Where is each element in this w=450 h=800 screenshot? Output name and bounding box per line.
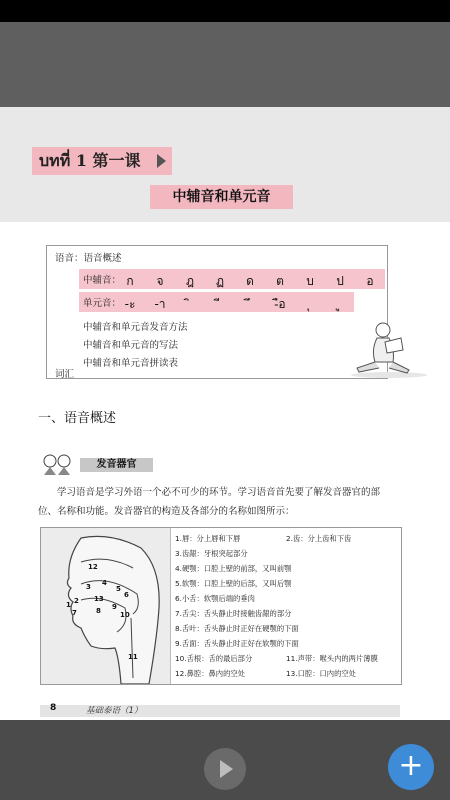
chapter-title: 中辅音和单元音	[150, 185, 293, 209]
diagram-number: 10	[120, 611, 130, 619]
lesson-badge: บทที่ 1 第一课	[32, 147, 172, 175]
consonant-char: จ	[156, 274, 164, 288]
diagram-number: 12	[88, 563, 98, 571]
status-bar	[0, 0, 450, 22]
add-button[interactable]	[388, 744, 434, 790]
consonant-char: อ	[366, 274, 374, 288]
vowel-char: -า	[154, 297, 166, 311]
vowel-char: -ะ	[124, 297, 136, 311]
vowel-char	[180, 295, 200, 314]
diagram-number: 1	[66, 601, 71, 609]
lesson-outline	[46, 245, 388, 379]
play-icon	[220, 760, 233, 778]
outline-item: 中辅音和单元音拼读表	[83, 358, 179, 369]
legend-item: 2.齿：分上齿和下齿	[286, 534, 352, 543]
diagram-number: 11	[128, 653, 138, 661]
outline-heading: 语音：语音概述	[55, 253, 122, 264]
organ-label-block	[40, 453, 160, 477]
diagram-number: 5	[116, 585, 121, 593]
plus-icon: +	[398, 748, 424, 783]
top-margin	[0, 22, 450, 107]
vowel-label: 单元音：	[83, 298, 122, 309]
diagram-number: 13	[94, 595, 104, 603]
bottom-toolbar	[0, 720, 450, 800]
outline-vocab: 词汇	[55, 369, 75, 380]
cartoon-figures-icon	[40, 453, 76, 477]
diagram-numbers	[40, 527, 169, 683]
legend-item: 11.声带：喉头内的两片薄膜	[286, 654, 378, 663]
outline-item: 中辅音和单元音发音方法	[83, 322, 188, 333]
outline-item: 中辅音和单元音的写法	[83, 340, 179, 351]
legend-item: 9.舌面：舌头静止时正好在软颚的下面	[175, 639, 299, 648]
section-heading: 一、语音概述	[38, 411, 117, 426]
arrow-icon	[157, 154, 166, 168]
page-footer	[0, 701, 450, 720]
consonant-char: ต	[276, 274, 284, 288]
diagram-number: 3	[86, 583, 91, 591]
legend-item: 3.齿龈：牙根突起部分	[175, 549, 248, 558]
page-number: 8	[50, 703, 57, 713]
legend-item: 6.小舌：软颚后端的垂肉	[175, 594, 255, 603]
vowel-char	[240, 295, 260, 314]
legend-item: 8.舌叶：舌头静止时正好在硬颚的下面	[175, 624, 299, 633]
title-band	[0, 107, 450, 222]
diagram-number: 4	[102, 579, 107, 587]
play-button[interactable]	[204, 748, 246, 790]
reading-person-illustration	[349, 318, 429, 378]
consonant-char: บ	[306, 274, 314, 288]
organ-label: 发音器官	[80, 458, 153, 472]
legend-item: 10.舌根：舌的最后部分	[175, 654, 253, 663]
consonant-char: ฎ	[185, 274, 195, 288]
diagram-number: 8	[96, 607, 101, 615]
consonant-label: 中辅音：	[83, 275, 122, 286]
consonant-char: ฏ	[215, 274, 225, 288]
legend-item: 13.口腔：口内的空处	[286, 669, 356, 678]
legend-item: 12.鼻腔：鼻内的空处	[175, 669, 245, 678]
diagram-number: 7	[72, 609, 77, 617]
legend-item: 5.软颚：口腔上壁的后部，又叫后颚	[175, 579, 292, 588]
vowel-char	[210, 295, 230, 314]
vowel-char	[300, 295, 320, 314]
consonant-char: ป	[336, 274, 344, 288]
legend-item: 1.唇：分上唇和下唇	[175, 534, 241, 543]
diagram-number: 2	[74, 597, 79, 605]
consonant-char: ด	[246, 274, 254, 288]
diagram-number: 9	[112, 603, 117, 611]
consonant-char: ก	[126, 274, 134, 288]
legend-item: 7.舌尖：舌头静止时接触齿龈的部分	[175, 609, 292, 618]
diagram-number: 6	[124, 591, 129, 599]
vowel-char: -ือ	[274, 297, 286, 311]
book-title: 基础泰语（1）	[86, 706, 143, 716]
legend-item: 4.硬颚：口腔上壁的前部，又叫前颚	[175, 564, 292, 573]
vowel-char	[330, 295, 350, 314]
intro-paragraph: 学习语音是学习外语一个必不可少的环节。学习语音首先要了解发音器官的部位、名称和功能。发音器官的构造及各部分的名称如图所示：	[38, 487, 381, 517]
